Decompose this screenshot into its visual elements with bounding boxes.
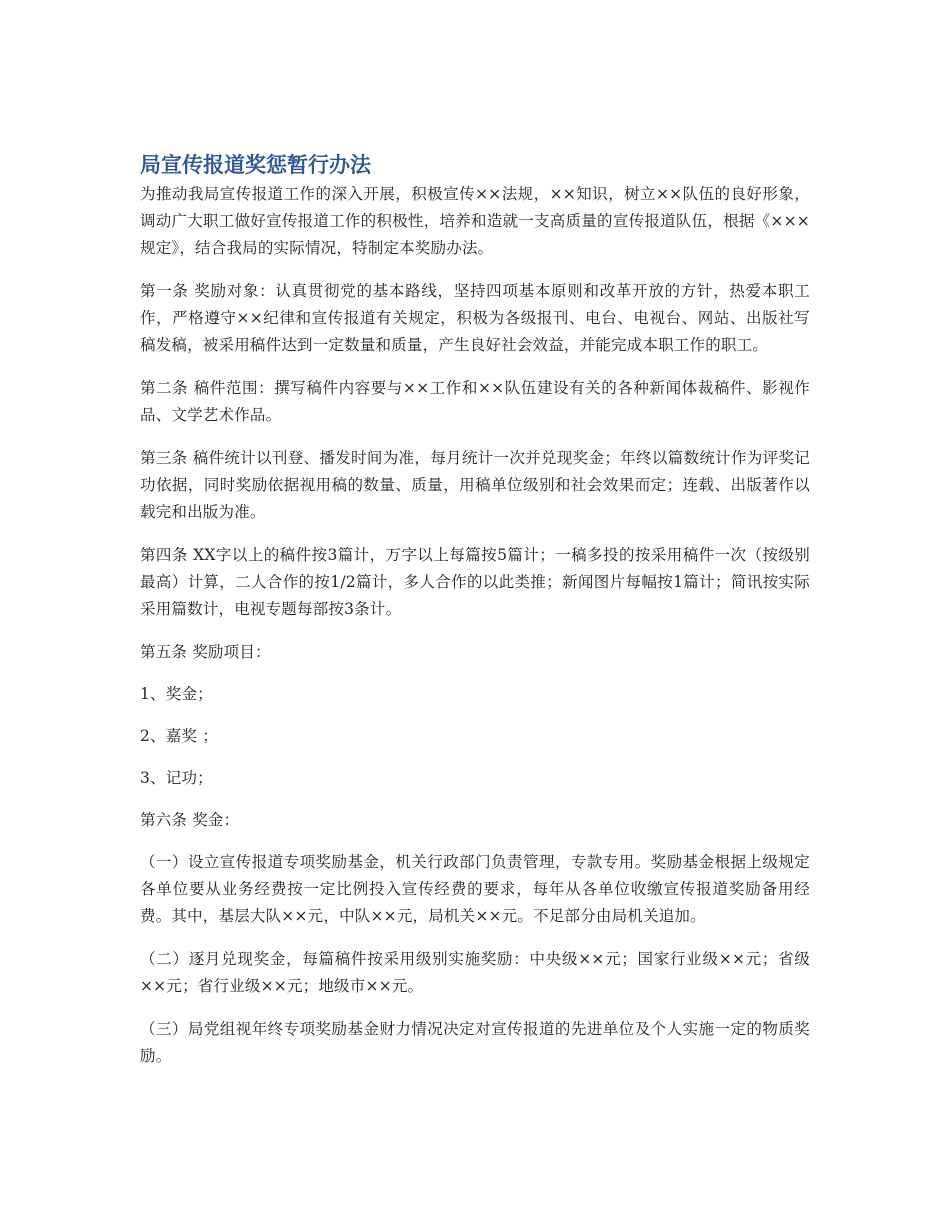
- paragraph-intro: 为推动我局宣传报道工作的深入开展，积极宣传××法规，××知识，树立××队伍的良好形象，调动广大职工做好宣传报道工作的积极性，培养和造就一支高质量的宣传报道队伍，根据《×××规定》，结合我局的实际情况，特制定本奖励办法。: [140, 185, 810, 257]
- document-title: 局宣传报道奖惩暂行办法: [140, 153, 371, 177]
- paragraph-article-6: 第六条 奖金：: [140, 811, 240, 829]
- paragraph-article-6-item-1: （一）设立宣传报道专项奖励基金，机关行政部门负责管理，专款专用。奖励基金根据上级规定各单位要从业务经费按一定比例投入宣传经费的要求，每年从各单位收缴宣传报道奖励备用经费。其中，基层大队××元，中队××元，局机关××元。不足部分由局机关追加。: [140, 853, 810, 925]
- paragraph-article-6-item-3: （三）局党组视年终专项奖励基金财力情况决定对宣传报道的先进单位及个人实施一定的物质奖励。: [140, 1020, 810, 1065]
- paragraph-article-5: 第五条 奖励项目：: [140, 643, 271, 661]
- list-item-merit: 3、记功；: [140, 769, 213, 787]
- paragraph-article-6-item-2: （二）逐月兑现奖金，每篇稿件按采用级别实施奖励：中央级××元；国家行业级××元；省级××元；省行业级××元；地级市××元。: [140, 950, 810, 995]
- list-item-commendation: 2、嘉奖 ；: [140, 727, 218, 745]
- document-body: [140, 151, 810, 1086]
- paragraph-article-3: 第三条 稿件统计以刊登、播发时间为准，每月统计一次并兑现奖金；年终以篇数统计作为评奖记功依据，同时奖励依据视用稿的数量、质量，用稿单位级别和社会效果而定；连载、出版著作以载完和出版为准。: [140, 449, 810, 521]
- list-item-bonus: 1、奖金；: [140, 685, 213, 703]
- paragraph-article-4: 第四条 XX字以上的稿件按3篇计，万字以上每篇按5篇计；一稿多投的按采用稿件一次（按级别最高）计算，二人合作的按1/2篇计，多人合作的以此类推；新闻图片每幅按1篇计；简讯按实际采用篇数计，电视专题每部按3条计。: [140, 546, 810, 618]
- paragraph-article-1: 第一条 奖励对象：认真贯彻党的基本路线，坚持四项基本原则和改革开放的方针，热爱本职工作，严格遵守××纪律和宣传报道有关规定，积极为各级报刊、电台、电视台、网站、出版社写稿发稿，被采用稿件达到一定数量和质量，产生良好社会效益，并能完成本职工作的职工。: [140, 282, 810, 354]
- paragraph-article-2: 第二条 稿件范围：撰写稿件内容要与××工作和××队伍建设有关的各种新闻体裁稿件、影视作品、文学艺术作品。: [140, 379, 810, 424]
